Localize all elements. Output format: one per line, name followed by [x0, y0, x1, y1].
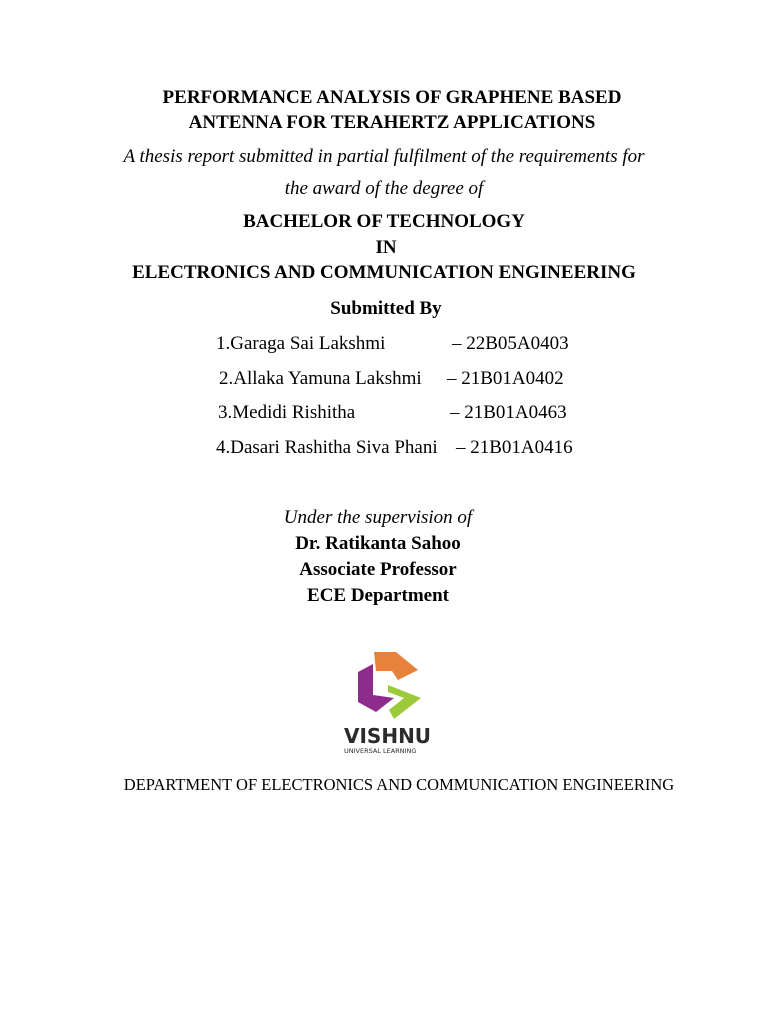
degree-line-3: ELECTRONICS AND COMMUNICATION ENGINEERING: [132, 262, 636, 283]
supervisor-designation: Associate Professor: [299, 559, 457, 580]
student-3-name: 3.Medidi Rishitha: [218, 402, 356, 423]
subtitle-line-2: the award of the degree of: [284, 178, 484, 199]
supervisor-name: Dr. Ratikanta Sahoo: [295, 533, 461, 554]
student-4-name: 4.Dasari Rashitha Siva Phani: [216, 437, 438, 458]
student-1-roll: – 22B05A0403: [452, 333, 569, 354]
degree-line-2: IN: [375, 237, 397, 258]
supervisor-department: ECE Department: [307, 585, 449, 606]
student-4-roll: – 21B01A0416: [456, 437, 573, 458]
student-2-roll: – 21B01A0402: [447, 368, 564, 389]
vishnu-logo: [340, 646, 440, 754]
student-2-name: 2.Allaka Yamuna Lakshmi: [219, 368, 422, 389]
submitted-by-label: Submitted By: [330, 298, 442, 319]
vishnu-wordmark: VISHNU: [344, 724, 432, 748]
supervision-label: Under the supervision of: [283, 507, 473, 528]
vishnu-logo-mark-icon: [340, 646, 440, 754]
degree-line-1: BACHELOR OF TECHNOLOGY: [243, 211, 525, 232]
vishnu-tagline: UNIVERSAL LEARNING: [344, 747, 417, 754]
subtitle-line-1: A thesis report submitted in partial fulfilment of the requirements for: [123, 146, 645, 167]
title-line-1: PERFORMANCE ANALYSIS OF GRAPHENE BASED: [162, 87, 622, 108]
footer-department: DEPARTMENT OF ELECTRONICS AND COMMUNICATION ENGINEERING: [123, 775, 675, 794]
student-1-name: 1.Garaga Sai Lakshmi: [216, 333, 386, 354]
title-line-2: ANTENNA FOR TERAHERTZ APPLICATIONS: [188, 112, 596, 133]
student-3-roll: – 21B01A0463: [450, 402, 567, 423]
